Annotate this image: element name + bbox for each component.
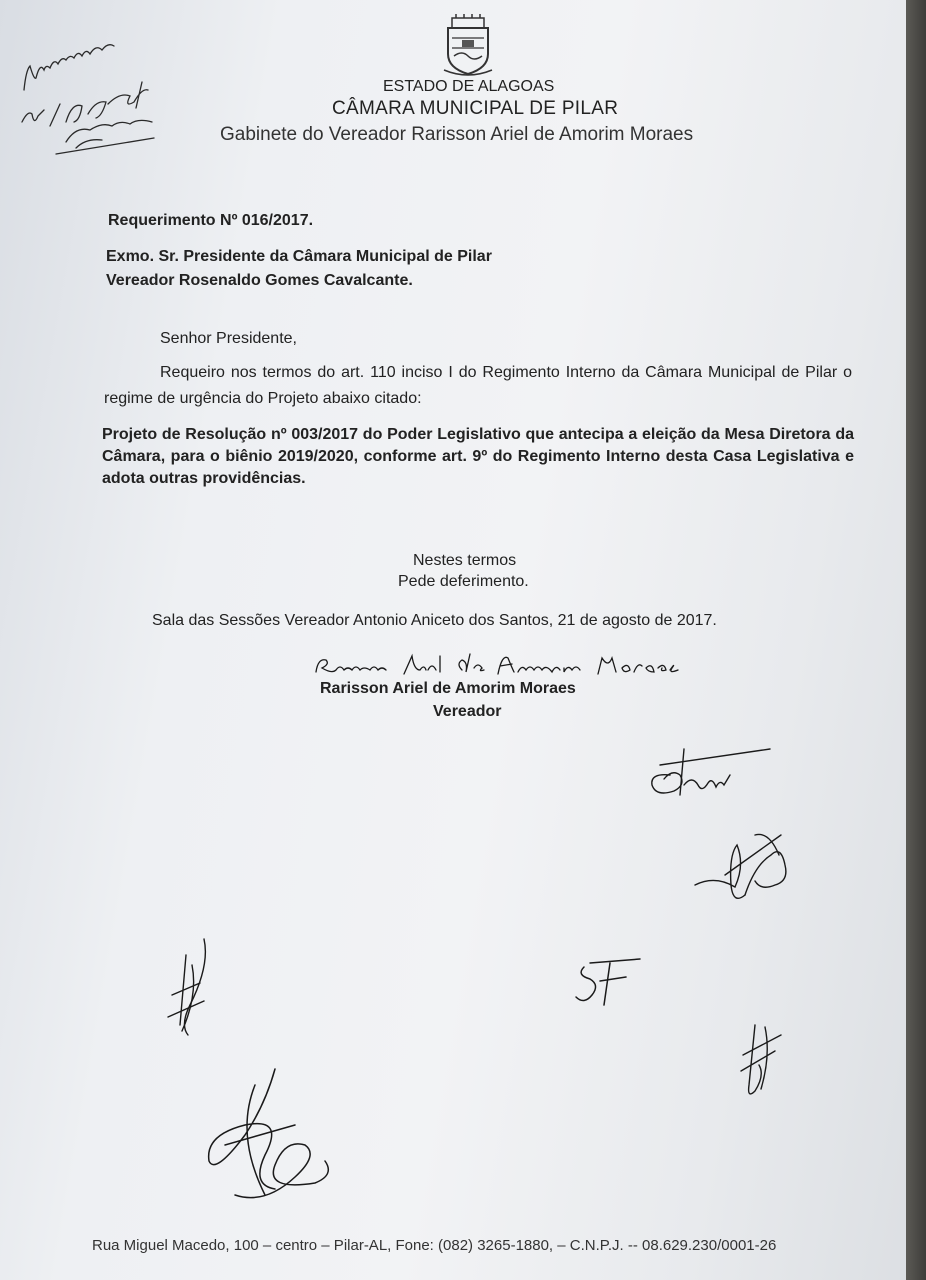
signature-4 <box>570 955 650 1020</box>
received-stamp-handwriting <box>16 30 166 160</box>
request-body: Requeiro nos termos do art. 110 inciso I do Regimento Interno da Câmara Municipal de Pilar o regime de urgência do Projeto abaixo citado: <box>104 364 852 407</box>
municipal-crest-icon <box>440 14 496 76</box>
signer-role: Vereador <box>433 703 502 720</box>
closing-line-1: Nestes termos <box>413 552 517 569</box>
request-number: Requerimento Nº 016/2017. <box>108 212 314 229</box>
closing-line-2: Pede deferimento. <box>398 573 529 590</box>
signer-name: Rarisson Ariel de Amorim Moraes <box>320 680 576 697</box>
signature-6 <box>195 1065 345 1220</box>
header-office: Gabinete do Vereador Rarisson Ariel de Amorim Moraes <box>220 124 694 145</box>
salutation: Senhor Presidente, <box>160 330 297 347</box>
project-description: Projeto de Resolução nº 003/2017 do Poder Legislativo que antecipa a eleição da Mesa Diretora da Câmara, para o biênio 2019/2020, conforme art. 9º do Regimento Interno desta Casa Legislativa e adota outras providências. <box>102 426 854 487</box>
header-chamber: CÂMARA MUNICIPAL DE PILAR <box>332 98 619 119</box>
signature-3 <box>160 935 220 1050</box>
header-state: ESTADO DE ALAGOAS <box>383 78 555 95</box>
addressee-line-1: Exmo. Sr. Presidente da Câmara Municipal de Pilar <box>106 248 492 265</box>
signature-5 <box>735 1015 795 1110</box>
background-edge <box>906 0 926 1280</box>
signature-2 <box>685 825 805 920</box>
place-and-date: Sala das Sessões Vereador Antonio Aniceto dos Santos, 21 de agosto de 2017. <box>152 612 717 629</box>
addressee-line-2: Vereador Rosenaldo Gomes Cavalcante. <box>106 272 413 289</box>
signature-1 <box>640 745 780 810</box>
footer-address: Rua Miguel Macedo, 100 – centro – Pilar-AL, Fone: (082) 3265-1880, – C.N.P.J. -- 08.629.230/0001-26 <box>92 1237 777 1254</box>
